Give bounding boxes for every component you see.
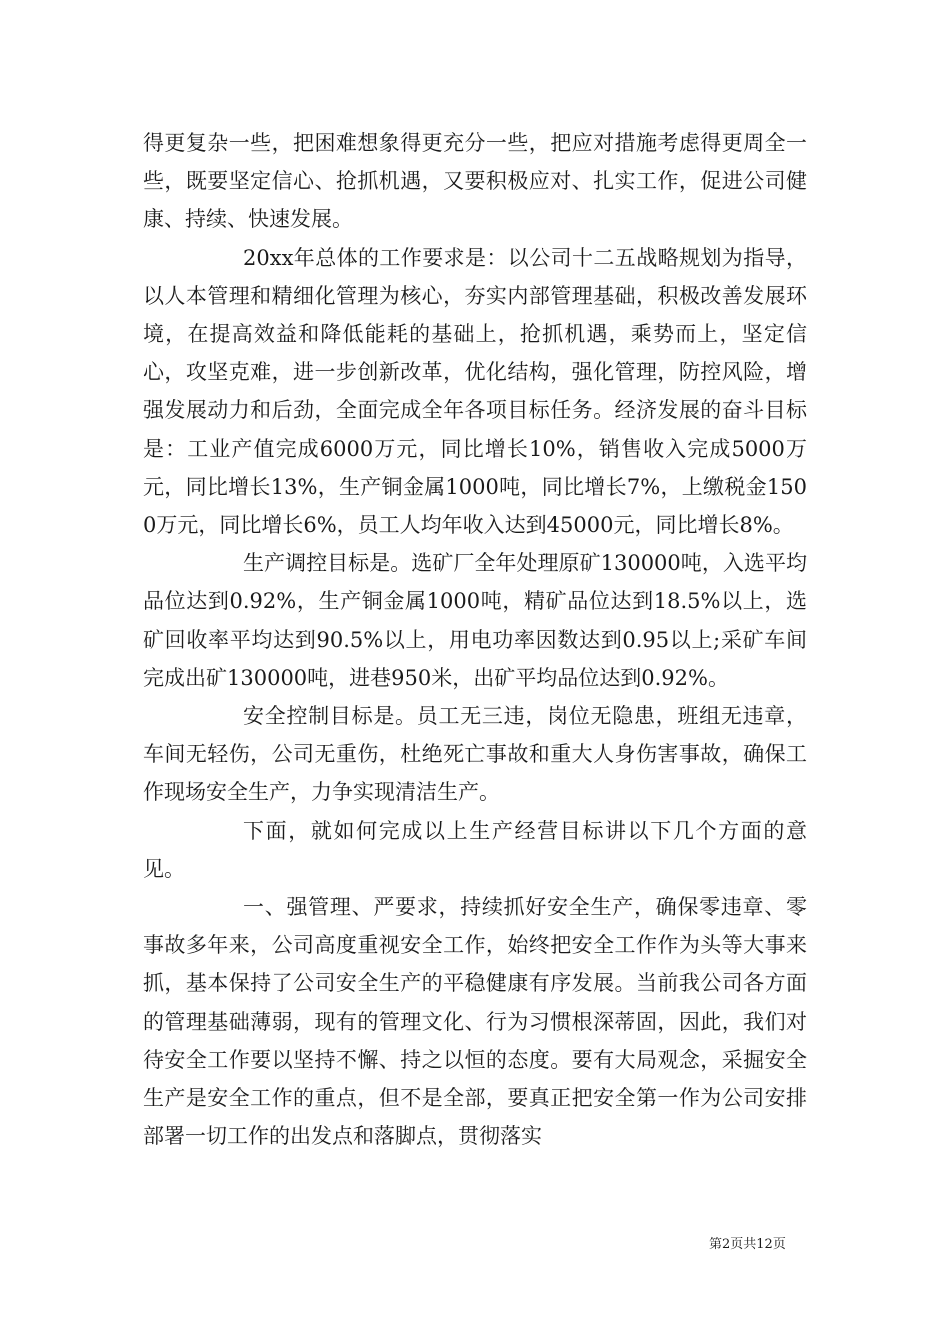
paragraph-production-targets: 生产调控目标是。选矿厂全年处理原矿130000吨，入选平均品位达到0.92%，生产铜金属1000吨，精矿品位达到18.5%以上，选矿回收率平均达到90.5%以上，用电功率因数达到0.95以上;采矿车间完成出矿130000吨，进巷950米，出矿平均品位达到0.92%。 — [143, 551, 807, 690]
paragraph-transition: 下面，就如何完成以上生产经营目标讲以下几个方面的意见。 — [143, 818, 807, 881]
paragraph-overall-requirements: 20xx年总体的工作要求是：以公司十二五战略规划为指导，以人本管理和精细化管理为核心，夯实内部管理基础，积极改善发展环境，在提高效益和降低能耗的基础上，抢抓机遇，乘势而上，坚定信心，攻坚克难，进一步创新改革，优化结构，强化管理，防控风险，增强发展动力和后劲，全面完成全年各项目标任务。经济发展的奋斗目标是：工业产值完成6000万元，同比增长10%，销售收入完成5000万元，同比增长13%，生产铜金属1000吨，同比增长7%，上缴税金1500万元，同比增长6%，员工人均年收入达到45000元，同比增长8%。 — [143, 245, 807, 538]
document-body — [143, 124, 807, 1155]
page-number: 第2页共12页 — [709, 1237, 786, 1252]
paragraph-section-one: 一、强管理、严要求，持续抓好安全生产，确保零违章、零事故多年来，公司高度重视安全工作，始终把安全工作作为头等大事来抓，基本保持了公司安全生产的平稳健康有序发展。当前我公司各方面的管理基础薄弱，现有的管理文化、行为习惯根深蒂固，因此，我们对待安全工作要以坚持不懈、持之以恒的态度。要有大局观念，采掘安全生产是安全工作的重点，但不是全部，要真正把安全第一作为公司安排部署一切工作的出发点和落脚点，贯彻落实 — [143, 895, 807, 1149]
paragraph-continuation: 得更复杂一些，把困难想象得更充分一些，把应对措施考虑得更周全一些，既要坚定信心、抢抓机遇，又要积极应对、扎实工作，促进公司健康、持续、快速发展。 — [143, 131, 807, 232]
paragraph-safety-targets: 安全控制目标是。员工无三违，岗位无隐患，班组无违章，车间无轻伤，公司无重伤，杜绝死亡事故和重大人身伤害事故，确保工作现场安全生产，力争实现清洁生产。 — [143, 704, 807, 805]
